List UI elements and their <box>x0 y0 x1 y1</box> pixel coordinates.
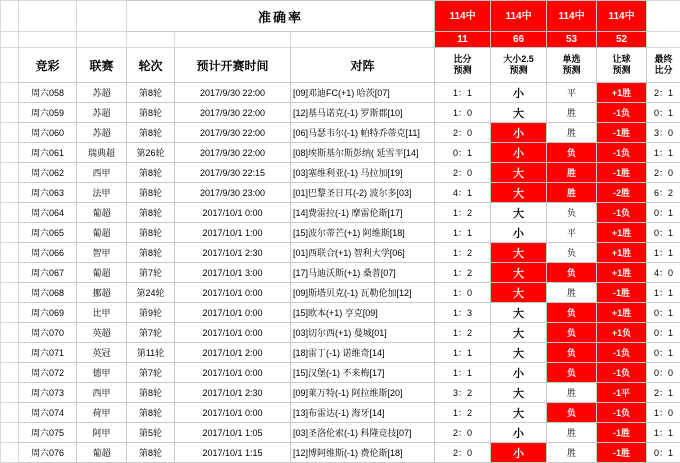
cell-ou-pred: 大 <box>491 243 547 263</box>
cell-hcp-pred: +1胜 <box>597 303 647 323</box>
red-header-3-line2: 52 <box>597 32 647 48</box>
cell-single-pred: 胜 <box>547 163 597 183</box>
cell-hcp-pred: +1胜 <box>597 243 647 263</box>
cell-league: 阿甲 <box>77 423 127 443</box>
cell-hcp-pred: -1平 <box>597 383 647 403</box>
cell-single-pred: 负 <box>547 303 597 323</box>
col-header-ou-pred <box>491 48 547 83</box>
cell-jingcai: 周六068 <box>19 283 77 303</box>
cell-time: 2017/9/30 22:00 <box>175 83 291 103</box>
cell-ou-pred: 小 <box>491 423 547 443</box>
cell-ou-pred: 大 <box>491 263 547 283</box>
cell-score-pred: 1：2 <box>435 263 491 283</box>
cell-hcp-pred: +1胜 <box>597 83 647 103</box>
col-header-round: 轮次 <box>127 48 175 83</box>
cell-score-pred: 1：1 <box>435 83 491 103</box>
cell-round: 第8轮 <box>127 383 175 403</box>
col-header-score-pred <box>435 48 491 83</box>
col-header-time: 预计开赛时间 <box>175 48 291 83</box>
cell-round: 第11轮 <box>127 343 175 363</box>
cell-match: [03]圣洛伦索(-1) 科隆竞技[07] <box>291 423 435 443</box>
spacer-cell-9 <box>647 32 680 48</box>
cell-final-score: 6：2 <box>647 183 680 203</box>
col-header-single-pred-l1: 单选 <box>547 54 596 65</box>
cell-round: 第8轮 <box>127 403 175 423</box>
cell-single-pred: 负 <box>547 363 597 383</box>
cell-score-pred: 1：3 <box>435 303 491 323</box>
cell-round: 第8轮 <box>127 163 175 183</box>
cell-jingcai: 周六063 <box>19 183 77 203</box>
cell-jingcai: 周六061 <box>19 143 77 163</box>
page-title: 准确率 <box>127 1 435 32</box>
cell-time: 2017/10/1 2:00 <box>175 343 291 363</box>
col-header-score-pred-l2: 预测 <box>435 65 490 76</box>
cell-hcp-pred: -1胜 <box>597 443 647 463</box>
cell-final-score: 0：1 <box>647 223 680 243</box>
cell-league: 葡超 <box>77 263 127 283</box>
cell-single-pred: 负 <box>547 323 597 343</box>
cell-jingcai: 周六076 <box>19 443 77 463</box>
col-header-ou-pred-l1: 大小2.5 <box>491 54 546 65</box>
cell-hcp-pred: -1负 <box>597 403 647 423</box>
cell-jingcai: 周六064 <box>19 203 77 223</box>
cell-round: 第8轮 <box>127 103 175 123</box>
table-row[interactable] <box>1 223 680 243</box>
cell-league: 英超 <box>77 323 127 343</box>
cell-jingcai: 周六059 <box>19 103 77 123</box>
cell-jingcai: 周六070 <box>19 323 77 343</box>
cell-match: [03]切尔西(+1) 曼城[01] <box>291 323 435 343</box>
cell-final-score: 1：0 <box>647 403 680 423</box>
cell-jingcai: 周六062 <box>19 163 77 183</box>
cell-match: [15]波尔蒂芒(+1) 阿维斯[18] <box>291 223 435 243</box>
cell-league: 葡超 <box>77 223 127 243</box>
cell-score-pred: 1：2 <box>435 323 491 343</box>
row-index <box>1 263 19 283</box>
col-header-jingcai: 竞彩 <box>19 48 77 83</box>
cell-time: 2017/10/1 1:00 <box>175 223 291 243</box>
col-header-hcp-pred-l1: 让球 <box>597 54 646 65</box>
cell-time: 2017/10/1 3:00 <box>175 263 291 283</box>
cell-time: 2017/10/1 0:00 <box>175 403 291 423</box>
cell-time: 2017/9/30 22:15 <box>175 163 291 183</box>
cell-ou-pred: 大 <box>491 383 547 403</box>
cell-time: 2017/10/1 0:00 <box>175 363 291 383</box>
spacer-cell-8 <box>291 32 435 48</box>
corner-cell-2 <box>1 32 19 48</box>
cell-league: 苏超 <box>77 83 127 103</box>
cell-round: 第7轮 <box>127 363 175 383</box>
cell-score-pred: 3：2 <box>435 383 491 403</box>
corner-cell <box>1 1 19 32</box>
cell-match: [12]博阿维斯(-1) 费伦斯[18] <box>291 443 435 463</box>
cell-round: 第7轮 <box>127 263 175 283</box>
cell-time: 2017/9/30 22:00 <box>175 103 291 123</box>
cell-match: [17]马迪沃斯(+1) 桑普[07] <box>291 263 435 283</box>
cell-single-pred: 胜 <box>547 443 597 463</box>
cell-single-pred: 胜 <box>547 283 597 303</box>
cell-round: 第8轮 <box>127 443 175 463</box>
row-corner <box>1 48 19 83</box>
row-index <box>1 123 19 143</box>
cell-final-score: 2：1 <box>647 383 680 403</box>
row-index <box>1 283 19 303</box>
cell-jingcai: 周六073 <box>19 383 77 403</box>
cell-jingcai: 周六071 <box>19 343 77 363</box>
table-row[interactable] <box>1 143 680 163</box>
red-header-0-line2: 11 <box>435 32 491 48</box>
cell-league: 智甲 <box>77 243 127 263</box>
cell-league: 荷甲 <box>77 403 127 423</box>
cell-jingcai: 周六065 <box>19 223 77 243</box>
cell-league: 法甲 <box>77 183 127 203</box>
cell-hcp-pred: -1胜 <box>597 123 647 143</box>
cell-score-pred: 1：0 <box>435 283 491 303</box>
cell-time: 2017/9/30 22:00 <box>175 123 291 143</box>
cell-single-pred: 胜 <box>547 123 597 143</box>
cell-ou-pred: 大 <box>491 323 547 343</box>
cell-match: [01]西联合(+1) 智利大学[06] <box>291 243 435 263</box>
table-row[interactable] <box>1 323 680 343</box>
cell-score-pred: 2：0 <box>435 163 491 183</box>
cell-hcp-pred: -1负 <box>597 343 647 363</box>
cell-ou-pred: 大 <box>491 203 547 223</box>
cell-hcp-pred: -2胜 <box>597 183 647 203</box>
table-row[interactable] <box>1 263 680 283</box>
row-index <box>1 203 19 223</box>
cell-final-score: 4：0 <box>647 263 680 283</box>
table-row[interactable] <box>1 363 680 383</box>
top-header-row <box>1 1 680 32</box>
spacer-cell-2 <box>77 1 127 32</box>
cell-jingcai: 周六060 <box>19 123 77 143</box>
table-row[interactable] <box>1 303 680 323</box>
row-index <box>1 143 19 163</box>
cell-score-pred: 0：1 <box>435 143 491 163</box>
cell-league: 西甲 <box>77 383 127 403</box>
cell-hcp-pred: -1胜 <box>597 283 647 303</box>
cell-single-pred: 胜 <box>547 183 597 203</box>
cell-time: 2017/10/1 2:30 <box>175 383 291 403</box>
cell-final-score: 1：1 <box>647 423 680 443</box>
cell-match: [01]巴黎圣日耳(-2) 波尔多[03] <box>291 183 435 203</box>
table-row[interactable] <box>1 83 680 103</box>
cell-round: 第24轮 <box>127 283 175 303</box>
cell-single-pred: 负 <box>547 203 597 223</box>
cell-final-score: 2：0 <box>647 163 680 183</box>
cell-league: 英冠 <box>77 343 127 363</box>
cell-league: 比甲 <box>77 303 127 323</box>
cell-single-pred: 平 <box>547 223 597 243</box>
table-row[interactable] <box>1 163 680 183</box>
col-header-final-score-l2: 比分 <box>647 65 680 76</box>
cell-final-score: 0：1 <box>647 303 680 323</box>
cell-hcp-pred: +1胜 <box>597 223 647 243</box>
cell-league: 德甲 <box>77 363 127 383</box>
cell-final-score: 2：1 <box>647 83 680 103</box>
cell-final-score: 1：1 <box>647 243 680 263</box>
cell-score-pred: 1：2 <box>435 403 491 423</box>
cell-final-score: 3：0 <box>647 123 680 143</box>
table-row[interactable] <box>1 203 680 223</box>
cell-final-score: 0：1 <box>647 343 680 363</box>
cell-final-score: 0：1 <box>647 443 680 463</box>
cell-time: 2017/9/30 23:00 <box>175 183 291 203</box>
top-header-row-2 <box>1 32 680 48</box>
cell-round: 第8轮 <box>127 223 175 243</box>
cell-match: [08]埃斯基尔斯彭纳( 延雪平[14] <box>291 143 435 163</box>
cell-match: [12]基马诺克(-1) 罗斯郡[10] <box>291 103 435 123</box>
cell-score-pred: 4：1 <box>435 183 491 203</box>
red-header-2-line2: 53 <box>547 32 597 48</box>
col-header-match: 对阵 <box>291 48 435 83</box>
spacer-cell-5 <box>77 32 127 48</box>
table-row[interactable] <box>1 443 680 463</box>
cell-round: 第8轮 <box>127 203 175 223</box>
row-index <box>1 323 19 343</box>
cell-ou-pred: 大 <box>491 403 547 423</box>
table-row[interactable] <box>1 423 680 443</box>
cell-match: [06]马瑟韦尔(-1) 帕特乔蒂克[11] <box>291 123 435 143</box>
cell-match: [14]费雷拉(-1) 摩雷伦斯[17] <box>291 203 435 223</box>
col-header-hcp-pred <box>597 48 647 83</box>
table-row[interactable] <box>1 343 680 363</box>
cell-ou-pred: 大 <box>491 283 547 303</box>
cell-time: 2017/10/1 1:05 <box>175 423 291 443</box>
cell-ou-pred: 小 <box>491 143 547 163</box>
cell-score-pred: 2：0 <box>435 443 491 463</box>
cell-jingcai: 周六075 <box>19 423 77 443</box>
cell-match: [09]莱万特(-1) 阿拉维斯[20] <box>291 383 435 403</box>
cell-league: 葡超 <box>77 203 127 223</box>
cell-single-pred: 胜 <box>547 103 597 123</box>
row-index <box>1 243 19 263</box>
table-row[interactable] <box>1 383 680 403</box>
cell-match: [13]布雷达(-1) 海牙[14] <box>291 403 435 423</box>
cell-jingcai: 周六074 <box>19 403 77 423</box>
cell-final-score: 1：1 <box>647 283 680 303</box>
cell-match: [09]邓迪FC(+1) 哈茨[07] <box>291 83 435 103</box>
cell-league: 苏超 <box>77 123 127 143</box>
cell-score-pred: 1：2 <box>435 243 491 263</box>
cell-final-score: 0：0 <box>647 363 680 383</box>
table-row[interactable] <box>1 103 680 123</box>
red-header-3-line1: 114中 <box>597 1 647 32</box>
row-index <box>1 423 19 443</box>
cell-ou-pred: 大 <box>491 303 547 323</box>
cell-jingcai: 周六058 <box>19 83 77 103</box>
cell-round: 第26轮 <box>127 143 175 163</box>
cell-single-pred: 负 <box>547 143 597 163</box>
cell-score-pred: 1：1 <box>435 223 491 243</box>
row-index <box>1 363 19 383</box>
spacer-cell-7 <box>175 32 291 48</box>
cell-final-score: 0：1 <box>647 203 680 223</box>
cell-league: 苏超 <box>77 103 127 123</box>
cell-score-pred: 1：1 <box>435 363 491 383</box>
cell-match: [18]雷丁(-1) 诺维奇[14] <box>291 343 435 363</box>
cell-single-pred: 平 <box>547 83 597 103</box>
cell-ou-pred: 大 <box>491 103 547 123</box>
cell-round: 第7轮 <box>127 323 175 343</box>
cell-round: 第8轮 <box>127 123 175 143</box>
cell-league: 挪超 <box>77 283 127 303</box>
cell-time: 2017/10/1 2:30 <box>175 243 291 263</box>
cell-time: 2017/9/30 22:00 <box>175 143 291 163</box>
col-header-league: 联赛 <box>77 48 127 83</box>
cell-ou-pred: 小 <box>491 83 547 103</box>
table-row[interactable] <box>1 283 680 303</box>
cell-league: 葡超 <box>77 443 127 463</box>
spacer-cell-6 <box>127 32 175 48</box>
cell-score-pred: 1：2 <box>435 203 491 223</box>
cell-score-pred: 1：1 <box>435 343 491 363</box>
row-index <box>1 443 19 463</box>
cell-hcp-pred: -1负 <box>597 103 647 123</box>
cell-jingcai: 周六067 <box>19 263 77 283</box>
row-index <box>1 343 19 363</box>
col-header-final-score-l1: 最终 <box>647 54 680 65</box>
cell-match: [09]斯塔贝克(-1) 瓦勒伦加[12] <box>291 283 435 303</box>
col-header-single-pred-l2: 预测 <box>547 65 596 76</box>
cell-time: 2017/10/1 1:15 <box>175 443 291 463</box>
cell-match: [03]塞维利亚(-1) 马拉加[19] <box>291 163 435 183</box>
row-index <box>1 83 19 103</box>
col-header-score-pred-l1: 比分 <box>435 54 490 65</box>
col-header-hcp-pred-l2: 预测 <box>597 65 646 76</box>
cell-round: 第8轮 <box>127 243 175 263</box>
cell-hcp-pred: -1胜 <box>597 163 647 183</box>
red-header-0-line1: 114中 <box>435 1 491 32</box>
row-index <box>1 103 19 123</box>
spacer-cell-3 <box>647 1 680 32</box>
cell-hcp-pred: -1负 <box>597 363 647 383</box>
spacer-cell-4 <box>19 32 77 48</box>
cell-single-pred: 胜 <box>547 423 597 443</box>
cell-ou-pred: 大 <box>491 163 547 183</box>
cell-match: [15]欧本(+1) 亨克[09] <box>291 303 435 323</box>
cell-single-pred: 负 <box>547 263 597 283</box>
cell-time: 2017/10/1 0:00 <box>175 203 291 223</box>
cell-single-pred: 负 <box>547 243 597 263</box>
cell-jingcai: 周六072 <box>19 363 77 383</box>
cell-round: 第8轮 <box>127 83 175 103</box>
row-index <box>1 223 19 243</box>
cell-final-score: 0：1 <box>647 323 680 343</box>
row-index <box>1 303 19 323</box>
cell-ou-pred: 小 <box>491 123 547 143</box>
cell-score-pred: 2：0 <box>435 123 491 143</box>
cell-round: 第8轮 <box>127 183 175 203</box>
cell-ou-pred: 小 <box>491 223 547 243</box>
cell-score-pred: 2：0 <box>435 423 491 443</box>
cell-ou-pred: 小 <box>491 363 547 383</box>
cell-final-score: 0：1 <box>647 103 680 123</box>
column-header-row <box>1 48 680 83</box>
cell-ou-pred: 大 <box>491 343 547 363</box>
cell-jingcai: 周六069 <box>19 303 77 323</box>
cell-round: 第9轮 <box>127 303 175 323</box>
cell-single-pred: 胜 <box>547 383 597 403</box>
row-index <box>1 183 19 203</box>
cell-time: 2017/10/1 0:00 <box>175 323 291 343</box>
cell-hcp-pred: +1胜 <box>597 263 647 283</box>
col-header-ou-pred-l2: 预测 <box>491 65 546 76</box>
cell-hcp-pred: -1负 <box>597 143 647 163</box>
cell-final-score: 1：1 <box>647 143 680 163</box>
cell-league: 瑞典超 <box>77 143 127 163</box>
red-header-2-line1: 114中 <box>547 1 597 32</box>
table-row[interactable] <box>1 243 680 263</box>
cell-single-pred: 负 <box>547 343 597 363</box>
cell-hcp-pred: -1负 <box>597 203 647 223</box>
cell-time: 2017/10/1 0:00 <box>175 303 291 323</box>
cell-league: 西甲 <box>77 163 127 183</box>
table-row[interactable] <box>1 123 680 143</box>
col-header-final-score <box>647 48 680 83</box>
cell-ou-pred: 小 <box>491 443 547 463</box>
cell-hcp-pred: +1负 <box>597 323 647 343</box>
cell-jingcai: 周六066 <box>19 243 77 263</box>
col-header-single-pred <box>547 48 597 83</box>
cell-hcp-pred: -1胜 <box>597 423 647 443</box>
cell-score-pred: 1：0 <box>435 103 491 123</box>
cell-ou-pred: 大 <box>491 183 547 203</box>
cell-time: 2017/10/1 0:00 <box>175 283 291 303</box>
table-row[interactable] <box>1 183 680 203</box>
row-index <box>1 383 19 403</box>
row-index <box>1 163 19 183</box>
cell-round: 第5轮 <box>127 423 175 443</box>
spacer-cell-1 <box>19 1 77 32</box>
cell-single-pred: 负 <box>547 403 597 423</box>
cell-match: [15]汉堡(-1) 不来梅[17] <box>291 363 435 383</box>
red-header-1-line2: 66 <box>491 32 547 48</box>
red-header-1-line1: 114中 <box>491 1 547 32</box>
